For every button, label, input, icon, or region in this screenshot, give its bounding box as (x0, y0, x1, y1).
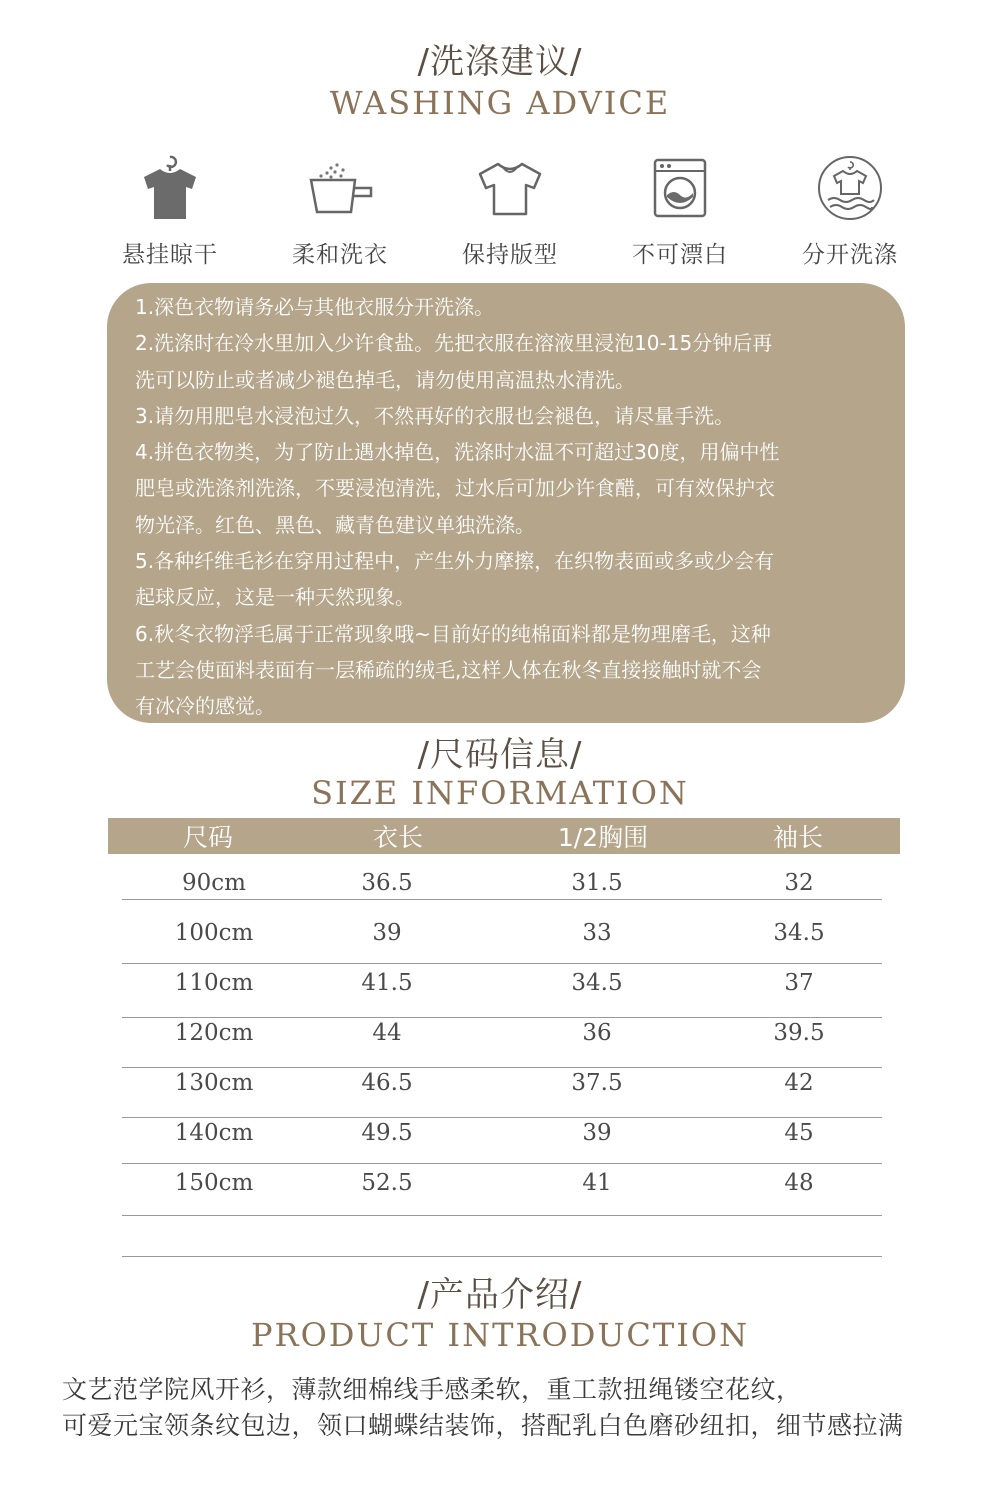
row-divider (122, 1163, 882, 1164)
product-intro-line: 文艺范学院风开衫，薄款细棉线手感柔软，重工款扭绳镂空花纹， (62, 1375, 802, 1404)
advice-line: 2.洗涤时在冷水里加入少许食盐。先把衣服在溶液里浸泡10-15分钟后再 (135, 331, 773, 356)
table-cell: 120cm (174, 1020, 254, 1046)
table-cell: 42 (784, 1070, 814, 1096)
table-cell: 130cm (174, 1070, 254, 1096)
care-item-keep-shape (430, 150, 590, 270)
header-length: 衣长 (372, 823, 423, 852)
advice-line: 肥皂或洗涤剂洗涤，不要浸泡清洗，过水后可加少许食醋，可有效保护衣 (135, 476, 775, 501)
care-label-separate-wash: 分开洗涤 (802, 242, 898, 268)
header-size: 尺码 (182, 823, 233, 852)
care-label-gentle-wash: 柔和洗衣 (292, 242, 388, 268)
separate-wash-icon (812, 150, 888, 226)
row-divider (122, 1215, 882, 1216)
table-row (122, 870, 882, 920)
table-cell: 140cm (174, 1120, 254, 1146)
table-cell: 31.5 (571, 870, 623, 896)
product-title-cn: /产品介绍/ (417, 1275, 583, 1315)
care-item-separate-wash (770, 150, 930, 270)
table-cell: 100cm (174, 920, 254, 946)
table-cell: 52.5 (361, 1170, 413, 1196)
size-table-header (108, 818, 900, 854)
advice-line: 1.深色衣物请务必与其他衣服分开洗涤。 (135, 295, 495, 319)
table-cell: 45 (784, 1120, 814, 1146)
header-sleeve: 袖长 (772, 823, 823, 852)
advice-line: 洗可以防止或者减少褪色掉毛，请勿使用高温热水清洗。 (135, 367, 635, 392)
table-cell: 37 (784, 970, 814, 996)
table-cell: 110cm (174, 970, 254, 996)
advice-line: 6.秋冬衣物浮毛属于正常现象哦~目前好的纯棉面料都是物理磨毛，这种 (135, 621, 771, 646)
header-half-chest: 1/2胸围 (557, 823, 649, 852)
table-cell: 34.5 (773, 920, 825, 946)
table-row (122, 1170, 882, 1220)
table-cell: 39 (582, 1120, 612, 1146)
table-cell: 48 (784, 1170, 814, 1196)
table-cell: 33 (582, 920, 612, 946)
table-cell: 44 (372, 1020, 402, 1046)
table-cell: 49.5 (361, 1120, 413, 1146)
table-cell: 39 (372, 920, 402, 946)
table-cell: 41.5 (361, 970, 413, 996)
advice-line: 有冰冷的感觉。 (135, 694, 275, 719)
row-divider (122, 1117, 882, 1118)
size-title-cn: /尺码信息/ (417, 735, 583, 775)
table-cell: 36 (582, 1020, 612, 1046)
care-label-hang-dry: 悬挂晾干 (122, 242, 218, 268)
table-cell: 150cm (174, 1170, 254, 1196)
care-label-keep-shape: 保持版型 (462, 242, 558, 268)
table-cell: 46.5 (361, 1070, 413, 1096)
row-divider (122, 963, 882, 964)
care-icons-row (90, 150, 930, 270)
product-title-en: PRODUCT INTRODUCTION (250, 1316, 750, 1354)
row-divider (122, 1017, 882, 1018)
table-cell: 32 (784, 870, 814, 896)
size-title-en: SIZE INFORMATION (311, 774, 689, 812)
row-divider (122, 899, 882, 900)
table-cell: 34.5 (571, 970, 623, 996)
washing-machine-icon (642, 150, 718, 226)
row-divider (122, 1256, 882, 1257)
care-item-no-bleach (600, 150, 760, 270)
detergent-scoop-icon (302, 150, 378, 226)
table-cell: 41 (582, 1170, 612, 1196)
washing-title-cn: /洗涤建议/ (417, 42, 583, 82)
row-divider (122, 1067, 882, 1068)
advice-line: 3.请勿用肥皂水浸泡过久，不然再好的衣服也会褪色，请尽量手洗。 (135, 403, 735, 428)
table-row (122, 1070, 882, 1120)
washing-title-en: WASHING ADVICE (329, 84, 671, 122)
advice-line: 起球反应，这是一种天然现象。 (135, 585, 415, 610)
table-row (122, 970, 882, 1020)
advice-line: 4.拼色衣物类，为了防止遇水掉色，洗涤时水温不可超过30度，用偏中性 (135, 440, 780, 465)
table-cell: 36.5 (361, 870, 413, 896)
advice-line: 物光泽。红色、黑色、藏青色建议单独洗涤。 (135, 512, 535, 537)
hanging-shirt-icon (132, 150, 208, 226)
advice-line: 5.各种纤维毛衫在穿用过程中，产生外力摩擦，在织物表面或多或少会有 (135, 549, 775, 574)
product-intro-line: 可爱元宝领条纹包边，领口蝴蝶结装饰，搭配乳白色磨砂纽扣，细节感拉满 (62, 1411, 904, 1440)
advice-line: 工艺会使面料表面有一层稀疏的绒毛,这样人体在秋冬直接接触时就不会 (135, 657, 762, 682)
care-label-no-bleach: 不可漂白 (632, 242, 728, 268)
table-cell: 90cm (182, 870, 246, 896)
table-cell: 37.5 (571, 1070, 623, 1096)
care-item-hang-dry (90, 150, 250, 270)
care-item-gentle-wash (260, 150, 420, 270)
table-row (122, 1020, 882, 1070)
tshirt-outline-icon (472, 150, 548, 226)
washing-advice-box (107, 283, 905, 723)
table-cell: 39.5 (773, 1020, 825, 1046)
